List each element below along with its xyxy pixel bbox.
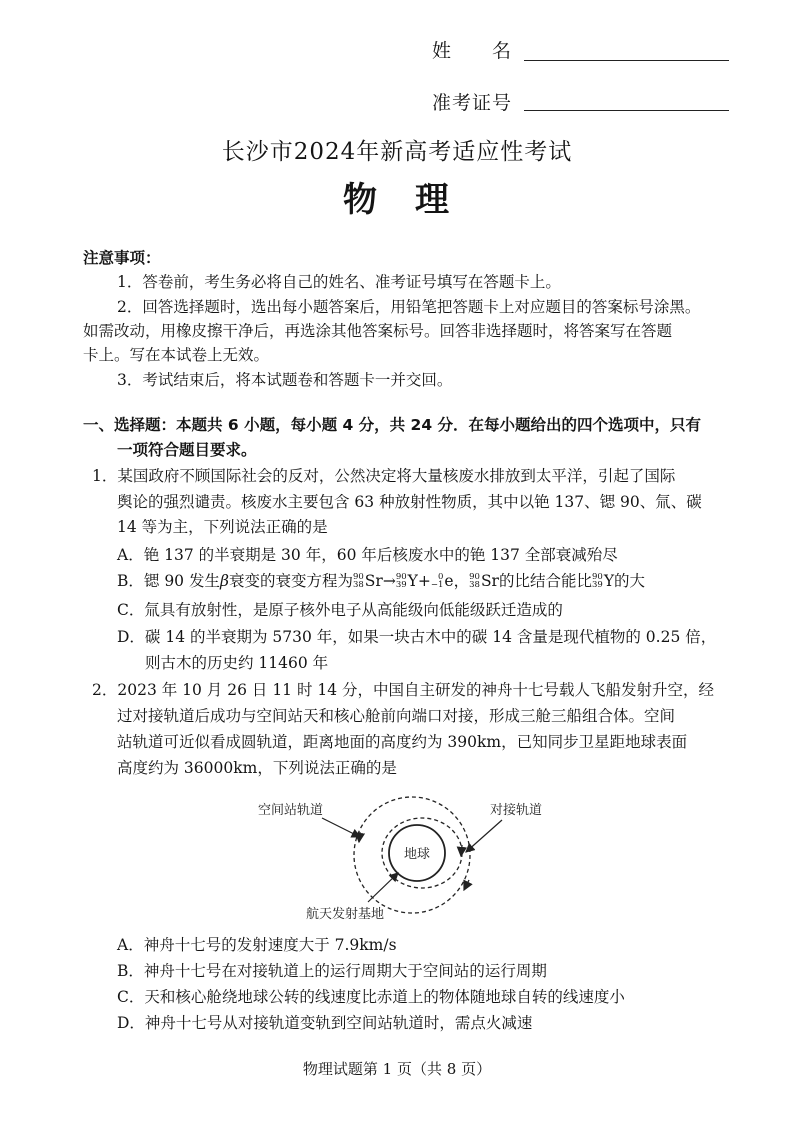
notice-heading: 注意事项：: [83, 249, 161, 267]
sr90-symbol: Sr: [364, 572, 383, 590]
notice-item-2-line-3: 卡上。写在本试卷上无效。: [83, 346, 270, 364]
q2-stem-line-3: 站轨道可近似看成圆轨道，距离地面的高度约为 390km，已知同步卫星距地球表面: [117, 733, 688, 751]
electron-charge-number: −1: [430, 580, 444, 590]
launch-site-label: 航天发射基地: [306, 907, 385, 922]
space-station-orbit-pointer: [322, 818, 360, 837]
exam-id-underline: [524, 110, 729, 111]
q2-option-b: B．神舟十七号在对接轨道上的运行周期大于空间站的运行周期: [117, 962, 547, 980]
docking-orbit-label: 对接轨道: [490, 803, 543, 818]
y90-symbol: Y: [407, 572, 418, 590]
q2-option-c: C．天和核心舱绕地球公转的线速度比赤道上的物体随地球自转的线速度小: [117, 988, 625, 1006]
q2-stem-line-2: 过对接轨道后成功与空间站天和核心舱前向端口对接，形成三舱三船组合体。空间: [117, 707, 676, 725]
q1-option-d-line-2: 则古木的历史约 11460 年: [145, 654, 329, 672]
y90-second-symbol: Y: [603, 572, 615, 590]
station-orbit-direction-arrow: [464, 880, 469, 890]
beta-symbol: β: [219, 572, 229, 590]
nuclide-y90: [396, 571, 418, 591]
q1-option-c: C．氚具有放射性，是原子核外电子从高能级向低能级跃迁造成的: [117, 601, 563, 619]
sr90-second-mass-number: 90: [469, 572, 480, 582]
notice-item-1: 1．答卷前，考生务必将自己的姓名、准考证号填写在答题卡上。: [117, 273, 561, 291]
nuclide-y90-second: [592, 571, 614, 591]
exam-title: 长沙市2024年新高考适应性考试: [221, 139, 573, 165]
q1-option-d-line-1: D．碳 14 的半衰期为 5730 年，如果一块古木中的碳 14 含量是现代植物的 0.25 倍，: [117, 628, 717, 646]
sr90-mass-number: 90: [352, 572, 364, 582]
q1-option-b-comma: ，: [453, 572, 470, 590]
docking-orbit-pointer: [466, 820, 502, 852]
y90-second-atomic-number: 39: [591, 580, 603, 590]
y90-atomic-number: 39: [395, 580, 407, 590]
nuclide-sr90-second: [469, 571, 499, 591]
sr90-second-symbol: Sr: [480, 572, 499, 590]
nuclide-sr90: [353, 571, 383, 591]
earth-label: 地球: [404, 847, 431, 862]
q1-option-b: [117, 571, 645, 591]
electron-symbol-group: [431, 571, 454, 591]
q1-stem-line-2: 舆论的强烈谴责。核废水主要包含 63 种放射性物质，其中以铯 137、锶 90、氚、碳: [117, 493, 702, 511]
name-label: 姓 名: [432, 40, 513, 62]
q2-option-a: A．神舟十七号的发射速度大于 7.9km/s: [117, 936, 397, 954]
q1-option-b-mid: 衰变的衰变方程为: [228, 572, 353, 590]
space-station-orbit-label: 空间站轨道: [258, 803, 324, 818]
electron-symbol: e: [444, 572, 454, 590]
exam-id-label: 准考证号: [432, 92, 513, 114]
q2-option-d: D．神舟十七号从对接轨道变轨到空间站轨道时，需点火减速: [117, 1014, 533, 1032]
section-1-heading-line-1: 一、选择题：本题共 6 小题，每小题 4 分，共 24 分．在每小题给出的四个选项中，只有: [83, 416, 702, 434]
plus-sign: +: [417, 572, 431, 590]
q1-option-b-prefix: B．锶 90 发生: [117, 572, 220, 590]
name-underline: [524, 60, 729, 61]
q1-option-b-end: 的大: [614, 572, 646, 590]
page-footer: 物理试题第 1 页（共 8 页）: [302, 1060, 492, 1078]
subject-title: 物 理: [343, 180, 451, 220]
section-1-heading-line-2: 一项符合题目要求。: [117, 441, 257, 459]
notice-item-3: 3．考试结束后，将本试题卷和答题卡一并交回。: [117, 371, 453, 389]
q1-stem-line-3: 14 等为主，下列说法正确的是: [117, 518, 328, 536]
notice-item-2-line-2: 如需改动，用橡皮擦干净后，再选涂其他答案标号。回答非选择题时，将答案写在答题: [83, 322, 673, 340]
q2-stem-line-4: 高度约为 36000km，下列说法正确的是: [117, 759, 397, 777]
orbit-diagram: [240, 790, 560, 925]
q2-stem-line-1: 2．2023 年 10 月 26 日 11 时 14 分，中国自主研发的神舟十七号载人飞船发射升空，经: [92, 681, 715, 699]
notice-item-2-line-1: 2．回答选择题时，选出每小题答案后，用铅笔把答题卡上对应题目的答案标号涂黑。: [117, 298, 701, 316]
sr90-second-atomic-number: 38: [469, 580, 480, 590]
launch-site-pointer: [368, 873, 398, 902]
decay-arrow: →: [382, 572, 396, 590]
q1-option-b-compare: 的比结合能比: [498, 572, 592, 590]
electron-mass-number: 0: [437, 572, 444, 582]
q1-stem-line-1: 1．某国政府不顾国际社会的反对，公然决定将大量核废水排放到太平洋，引起了国际: [92, 467, 676, 485]
q1-option-a: A．铯 137 的半衰期是 30 年，60 年后核废水中的铯 137 全部衰减殆尽: [117, 546, 618, 564]
y90-mass-number: 90: [395, 572, 407, 582]
y90-second-mass-number: 90: [591, 572, 603, 582]
sr90-atomic-number: 38: [352, 580, 364, 590]
